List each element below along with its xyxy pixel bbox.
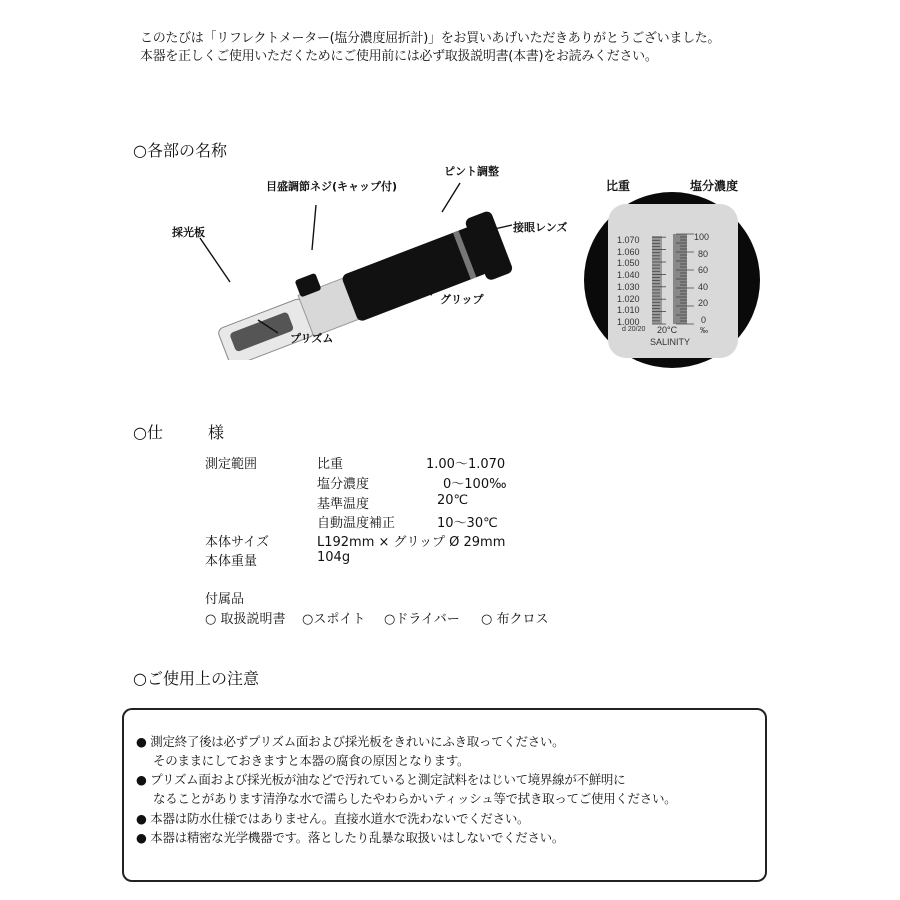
- scale-left-unit: d 20/20: [622, 326, 646, 333]
- size-value: L192mm × グリップ Ø 29mm: [317, 535, 506, 550]
- scale-left-tick-label: 1.020: [617, 293, 640, 304]
- scale-left-tick-label: 1.030: [617, 281, 640, 292]
- label-focus: ピント調整: [444, 165, 499, 178]
- caution-line: ● 測定終了後は必ずプリズム面および採光板をきれいにふき取ってください。: [136, 734, 565, 749]
- cautions-box: [122, 708, 767, 882]
- label-daylight-plate: 採光板: [172, 226, 205, 239]
- scale-right-title: 塩分濃度: [690, 179, 739, 193]
- scale-left-tick-label: 1.070: [617, 235, 640, 245]
- scale-right-tick-label: 0: [701, 315, 707, 325]
- intro-line-1: このたびは「リフレクトメーター(塩分濃度屈折計)」をお買いあげいただきありがとうございました。: [140, 31, 721, 46]
- spec-value: 1.00〜1.070: [426, 457, 506, 472]
- accessory-item: ○ 取扱説明書: [205, 612, 286, 627]
- cautions-heading: ○ご使用上の注意: [133, 669, 259, 688]
- spec-label: 塩分濃度: [317, 477, 370, 492]
- size-label: 本体サイズ: [205, 535, 269, 550]
- scale-right-unit: ‰: [700, 326, 708, 335]
- caution-line: ● 本器は防水仕様ではありません。直接水道水で洗わないでください。: [136, 811, 530, 826]
- label-eyepiece: 接眼レンズ: [513, 221, 568, 234]
- scale-caption: SALINITY: [650, 337, 691, 347]
- accessories-label: 付属品: [205, 592, 245, 607]
- scale-left-title: 比重: [606, 179, 631, 193]
- specs-heading-b: 様: [208, 423, 225, 442]
- accessory-item: ○ 布クロス: [481, 612, 549, 627]
- parts-heading: ○各部の名称: [133, 141, 227, 160]
- scale-right-tick-label: 100: [694, 232, 710, 242]
- accessory-item: ○ドライバー: [384, 612, 460, 627]
- scale-left-tick-label: 1.050: [617, 258, 640, 269]
- weight-value: 104g: [317, 550, 351, 565]
- label-scale-screw: 目盛調節ネジ(キャップ付): [266, 180, 398, 193]
- spec-label: 自動温度補正: [317, 516, 396, 531]
- scale-left-tick-label: 1.010: [617, 305, 640, 316]
- scale-left-tick-label: 1.000: [617, 316, 640, 327]
- spec-label: 基準温度: [317, 497, 370, 512]
- spec-label: 比重: [317, 457, 344, 472]
- scale-temp: 20°C: [657, 325, 678, 335]
- weight-label: 本体重量: [205, 554, 258, 569]
- intro-line-2: 本器を正しくご使用いただくためにご使用前には必ず取扱説明書(本書)をお読みください。: [140, 49, 658, 64]
- label-prism: プリズム: [290, 332, 334, 345]
- accessory-item: ○スポイト: [302, 612, 366, 627]
- grip: [341, 226, 490, 323]
- caution-line: なることがあります清浄な水で濡らしたやわらかいティッシュ等で拭き取ってご使用ください。: [153, 791, 677, 806]
- scale-right-tick-label: 60: [698, 265, 709, 276]
- scale-right-tick-label: 80: [698, 248, 709, 259]
- caution-line: ● プリズム面および採光板が油などで汚れていると測定試料をはじいて境界線が不鮮明に: [136, 772, 626, 787]
- specs-heading-a: ○仕: [133, 423, 163, 442]
- scale-right-tick-label: 20: [698, 298, 709, 309]
- caution-line: ● 本器は精密な光学機器です。落としたり乱暴な取扱いはしないでください。: [136, 830, 565, 845]
- measure-range-label: 測定範囲: [205, 457, 258, 472]
- caution-line: そのままにしておきますと本器の腐食の原因となります。: [153, 753, 470, 768]
- scale-right-tick-label: 40: [698, 281, 709, 292]
- scale-left-tick-label: 1.040: [617, 270, 640, 281]
- spec-value: 20℃: [437, 493, 469, 508]
- label-grip: グリップ: [440, 293, 484, 306]
- spec-value: 10〜30℃: [437, 516, 498, 531]
- scale-left-tick-label: 1.060: [617, 246, 640, 257]
- spec-value: 0〜100‰: [443, 477, 507, 492]
